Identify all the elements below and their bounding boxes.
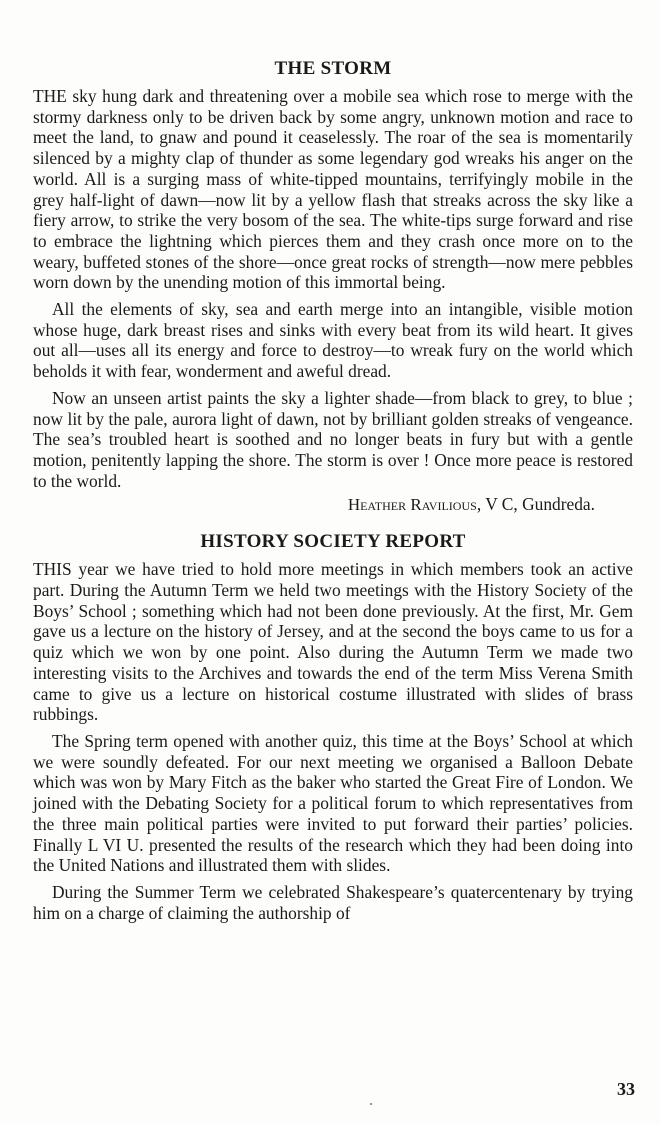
history-title: HISTORY SOCIETY REPORT [200,531,466,553]
history-paragraph-1: THIS year we have tried to hold more meetings in which members took an active part. During the Autumn Term we held two meetings with the History Society of the Boys’ School ; something which had not been done previously. At the first, Mr. Gem gave us a lecture on the history of Jersey, and at the second the boys came to us for a quiz which we won by one point. Also during the Autumn Term we made two interesting visits to the Archives and towards the end of the term Miss Verena Smith came to give us a lecture on historical costume illustrated with slides of brass rubbings. [33,559,633,725]
page-number: 33 [617,1079,635,1099]
author-detail: , V C, Gundreda. [476,494,595,515]
storm-paragraph-1: THE sky hung dark and threatening over a mobile sea which rose to merge with the stormy darkness only to be driven back by some angry, unknown motion and race to meet the land, to gnaw and pound it ceaselessly. The roar of the sea is momentarily silenced by a mighty clap of thunder as some legendary god wreaks his anger on the world. All is a surging mass of white-tipped mountains, terrifyingly mobile in the grey half-light of dawn—now lit by a yellow flash that streaks across the sky like a fiery arrow, to strike the very bosom of the sea. The white-tips surge forward and rise to embrace the lightning which pierces them and they crash once more on to the weary, buffeted stones of the shore—once great rocks of strength—now mere pebbles worn down by the unending motion of this immortal being. [33,86,633,293]
author-name: Heather Ravilious [347,495,477,515]
scan-speck [370,1103,372,1105]
storm-paragraph-2: All the elements of sky, sea and earth merge into an intangible, visible motion whose huge, dark breast rises and sinks with every beat from its wild heart. It gives out all—uses all its energy and force to destroy—to wreak fury on the world which beholds it with fear, wonderment and aweful dread. [33,299,633,382]
history-paragraph-2: The Spring term opened with another quiz, this time at the Boys’ School at which we were soundly defeated. For our next meeting we organised a Balloon Debate which was won by Mary Fitch as the baker who started the Great Fire of London. We joined with the Debating Society for a political forum to which representatives from the three main political parties were invited to put forward their parties’ policies. Finally L VI U. presented the results of the research which they had been doing into the United Nations and illustrated them with slides. [33,730,633,876]
storm-author [33,493,595,516]
storm-title: THE STORM [274,58,392,79]
page-content [33,55,633,929]
history-paragraph-3: During the Summer Term we celebrated Shakespeare’s quatercentenary by trying him on a charge of claiming the authorship of [33,881,633,923]
storm-paragraph-3: Now an unseen artist paints the sky a lighter shade—from black to grey, to blue ; now lit by the pale, aurora light of dawn, not by brilliant golden streaks of vengeance. The sea’s troubled heart is soothed and no longer beats in fury but with a gentle motion, penitently lapping the shore. The storm is over ! Once more peace is restored to the world. [33,387,633,491]
